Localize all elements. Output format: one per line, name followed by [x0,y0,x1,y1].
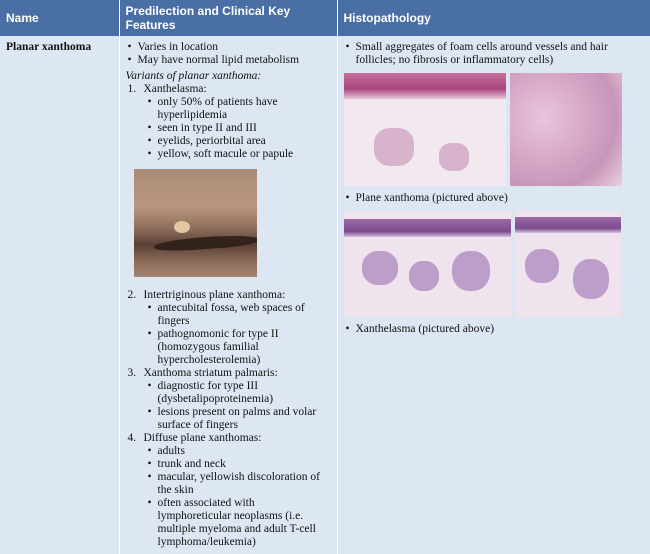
foam-cell-lobule [452,251,490,291]
list-item: • antecubital fossa, web spaces of fingers [146,302,331,328]
header-histopathology: Histopathology [337,0,650,36]
variant-item [126,367,331,432]
xanthelasma-histo-low [344,211,511,317]
list-item: • Plane xanthoma (pictured above) [344,192,645,205]
header-name: Name [0,0,119,36]
variant-sublist [146,96,331,161]
variant-title: Intertriginous plane xanthoma: [143,289,286,301]
list-item: • eyelids, periorbital area [146,135,331,148]
xanthelasma-histo-high [515,211,621,317]
list-item: • pathognomonic for type II (homozygous familial hypercholesterolemia) [146,328,331,367]
general-bullets [126,41,331,67]
variant-sublist [146,445,331,549]
foam-cell-lobule [409,261,439,291]
histo-summary-list [344,41,645,67]
variant-title: Diffuse plane xanthomas: [143,432,262,444]
variants-list [126,83,331,161]
variant-number: 4. [127,432,137,444]
list-item: • diagnostic for type III (dysbetalipoproteinemia) [146,380,331,406]
histo-images-xanthelasma [344,211,645,317]
plane-xanthoma-histo-low [344,73,506,186]
eyelash-mark [153,233,256,252]
caption-list-1 [344,192,645,205]
epidermis-layer [344,73,506,99]
dermal-aggregate [439,143,469,171]
plane-xanthoma-histo-high [510,73,622,186]
foam-cell-lobule [573,259,609,299]
list-item: • Xanthelasma (pictured above) [344,323,645,336]
variant-number: 3. [127,367,137,379]
variant-item [126,83,331,161]
list-item: • May have normal lipid metabolism [126,54,331,67]
variants-title: Variants of planar xanthoma: [125,70,262,82]
list-item: • adults [146,445,331,458]
list-item: • often associated with lymphoreticular neoplasms (i.e. multiple myeloma and adult T-cell lymphoma/leukemia) [146,497,331,549]
variant-title: Xanthoma striatum palmaris: [143,367,278,379]
variant-item [126,289,331,367]
histopathology-cell [337,36,650,554]
list-item: • yellow, soft macule or papule [146,148,331,161]
variants-list-continued [126,289,331,549]
foam-cell-lobule [362,251,398,285]
table-row [0,36,650,554]
lesion-mark [174,221,190,233]
list-item: • lesions present on palms and volar surface of fingers [146,406,331,432]
dermal-aggregate [374,128,414,166]
foam-cell-lobule [525,249,559,283]
epidermis-layer [344,219,511,237]
list-item: • Small aggregates of foam cells around vessels and hair follicles; no fibrosis or inflammatory cells) [344,41,645,67]
list-item: • Varies in location [126,41,331,54]
features-cell [119,36,337,554]
variant-number: 2. [127,289,137,301]
variant-sublist [146,302,331,367]
variant-sublist [146,380,331,432]
variant-title: Xanthelasma: [143,83,207,95]
list-item: • macular, yellowish discoloration of the skin [146,471,331,497]
list-item: • trunk and neck [146,458,331,471]
variant-item [126,432,331,549]
header-row [0,0,650,36]
list-item: • seen in type II and III [146,122,331,135]
histo-images-plane [344,73,645,186]
xanthelasma-photo [134,169,257,277]
list-item: • only 50% of patients have hyperlipidemia [146,96,331,122]
variant-number: 1. [127,83,137,95]
condition-name: Planar xanthoma [6,41,92,53]
epidermis-layer [515,217,621,233]
header-features: Predilection and Clinical Key Features [119,0,337,36]
name-cell [0,36,119,554]
caption-list-2 [344,323,645,336]
